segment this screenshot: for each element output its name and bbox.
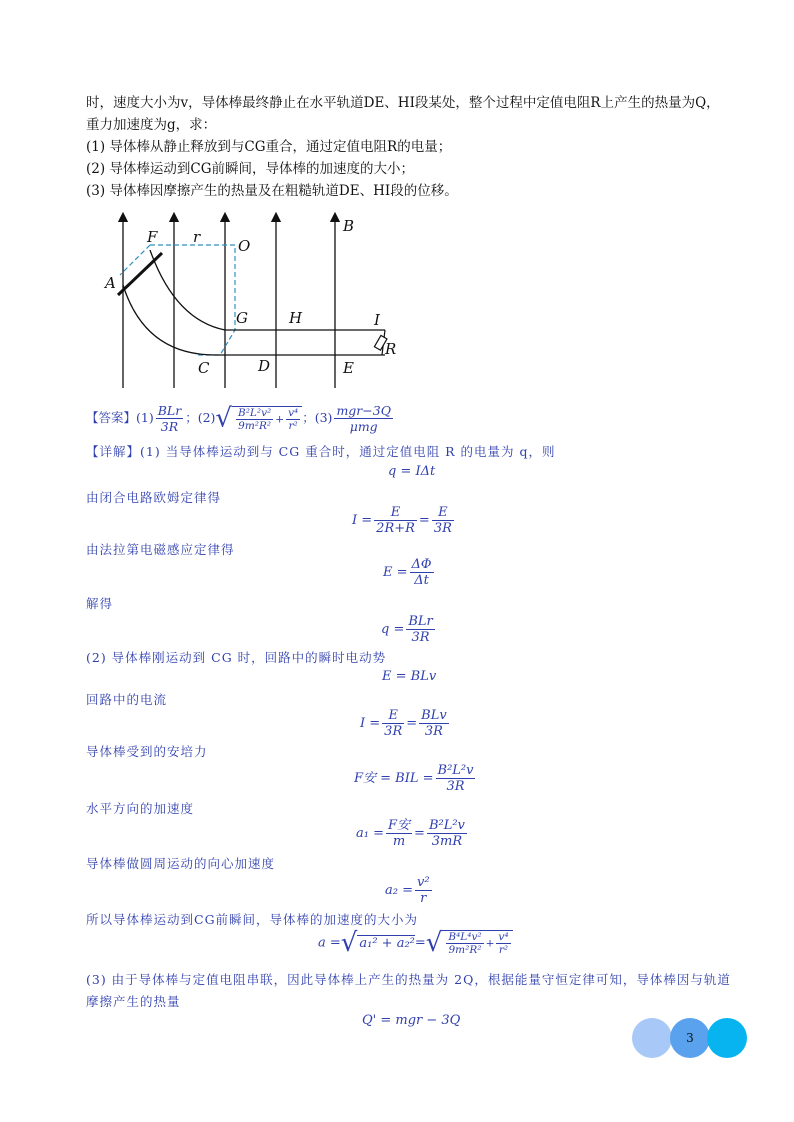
label-I: I <box>374 311 380 329</box>
solution-text-2: 由闭合电路欧姆定律得 <box>86 490 222 505</box>
sqrt-icon: √ <box>215 403 232 434</box>
solution-text-8: 水平方向的加速度 <box>86 801 195 816</box>
page-number: 3 <box>670 1018 710 1058</box>
answer-part1-label: (1) <box>136 410 154 425</box>
upper-arc-rail <box>150 250 225 330</box>
label-R: R <box>385 340 397 358</box>
answer-part3-label: ；(3) <box>302 410 333 425</box>
solution-step-3a: (3) 由于导体棒与定值电阻串联，因此导体棒上产生的热量为 2Q，根据能量守恒定律可知，导体棒因与轨道 <box>86 972 731 987</box>
equation-3: E = $\frac{\Delta\Phi}{\Delta t}$ <box>383 557 432 588</box>
answer-line <box>86 403 395 434</box>
label-E: E <box>343 359 354 377</box>
question-1: (1) 导体棒从静止释放到与CG重合，通过定值电阻R的电量； <box>86 139 452 155</box>
equation-1: q = IΔt <box>388 464 436 479</box>
question-2: (2) 导体棒运动到CG前瞬间，导体棒的加速度的大小； <box>86 161 415 177</box>
solution-step-3b: 摩擦产生的热量 <box>86 994 181 1009</box>
equation-6: I = $\frac{E}{3R}$ = $\frac{\text{BLv}}{3R}$ <box>360 708 447 739</box>
question-3: (3) 导体棒因摩擦产生的热量及在粗糙轨道DE、HI段的位移。 <box>86 183 458 199</box>
label-G: G <box>236 309 248 327</box>
equation-10: a =√ a₁² + a₂²=√ $\frac{\text{B⁴L⁴v²}}{\text{9m²R²}}$ + $\frac{\text{v⁴}}{\text{r²}}$ <box>318 930 513 956</box>
equation-4: q = $\frac{\text{BLr}}{3R}$ <box>381 614 433 645</box>
label-A: A <box>105 274 116 292</box>
equation-5: E = BLv <box>382 669 437 684</box>
label-r: r <box>193 228 201 246</box>
problem-line-1: 时，速度大小为v，导体棒最终静止在水平轨道DE、HI段某处，整个过程中定值电阻R上产生的热量为Q， <box>86 95 720 111</box>
lower-arc-rail <box>123 285 215 355</box>
label-B: B <box>343 217 355 235</box>
solution-text-7: 导体棒受到的安培力 <box>86 744 208 759</box>
page-dot-dark <box>707 1018 747 1058</box>
answer-2-radicand: $\frac{\text{B²L²v²}}{\text{9m²R²}}$ + $\frac{\text{v⁴}}{\text{r²}}$ <box>232 406 302 432</box>
solution-text-4: 解得 <box>86 596 114 611</box>
label-D: D <box>258 357 271 375</box>
solution-text-9: 导体棒做圆周运动的向心加速度 <box>86 856 276 871</box>
rail-diagram <box>90 205 420 395</box>
sqrt-icon: √ <box>340 928 358 958</box>
problem-line-2: 重力加速度为g，求： <box>86 117 217 133</box>
answer-3-fraction: $\frac{\text{mgr−3Q}}{\text{μmg}}$ <box>336 403 391 434</box>
equation-7: F安 = BIL = $\frac{\text{B²L²v}}{3R}$ <box>354 763 474 794</box>
answer-1-fraction: $\frac{\text{BLr}}{3R}$ <box>157 403 182 434</box>
solution-text-3: 由法拉第电磁感应定律得 <box>86 542 235 557</box>
label-F: F <box>147 228 158 246</box>
solution-text-1: (1) 当导体棒运动到与 CG 重合时，通过定值电阻 R 的电量为 q，则 <box>140 444 556 459</box>
answer-part2-label: ；(2) <box>185 410 216 425</box>
solution-text-6: 回路中的电流 <box>86 692 168 707</box>
conductor-rod <box>118 253 162 295</box>
solution-step-1 <box>86 442 556 462</box>
solution-tag: 【详解】 <box>86 444 141 459</box>
solution-text-10: 所以导体棒运动到CG前瞬间，导体棒的加速度的大小为 <box>86 912 419 927</box>
equation-2: I = $\frac{E}{2R+R}$ = $\frac{E}{3R}$ <box>352 505 452 536</box>
answer-tag: 【答案】 <box>86 410 137 425</box>
equation-11: Q' = mgr − 3Q <box>362 1013 461 1028</box>
label-O: O <box>238 237 251 255</box>
equation-9: a₂ = $\frac{\text{v²}}{r}$ <box>385 875 430 906</box>
dashed-outline <box>150 245 235 355</box>
sqrt-icon: √ <box>425 928 443 958</box>
label-H: H <box>289 309 303 327</box>
solution-step-2: (2) 导体棒刚运动到 CG 时，回路中的瞬时电动势 <box>86 650 387 665</box>
page-dot-light <box>632 1018 672 1058</box>
label-C: C <box>198 359 210 377</box>
equation-8: a₁ = $\frac{\text{F安}}{m}$ = $\frac{\text{B²L²v}}{3mR}$ <box>356 818 465 849</box>
